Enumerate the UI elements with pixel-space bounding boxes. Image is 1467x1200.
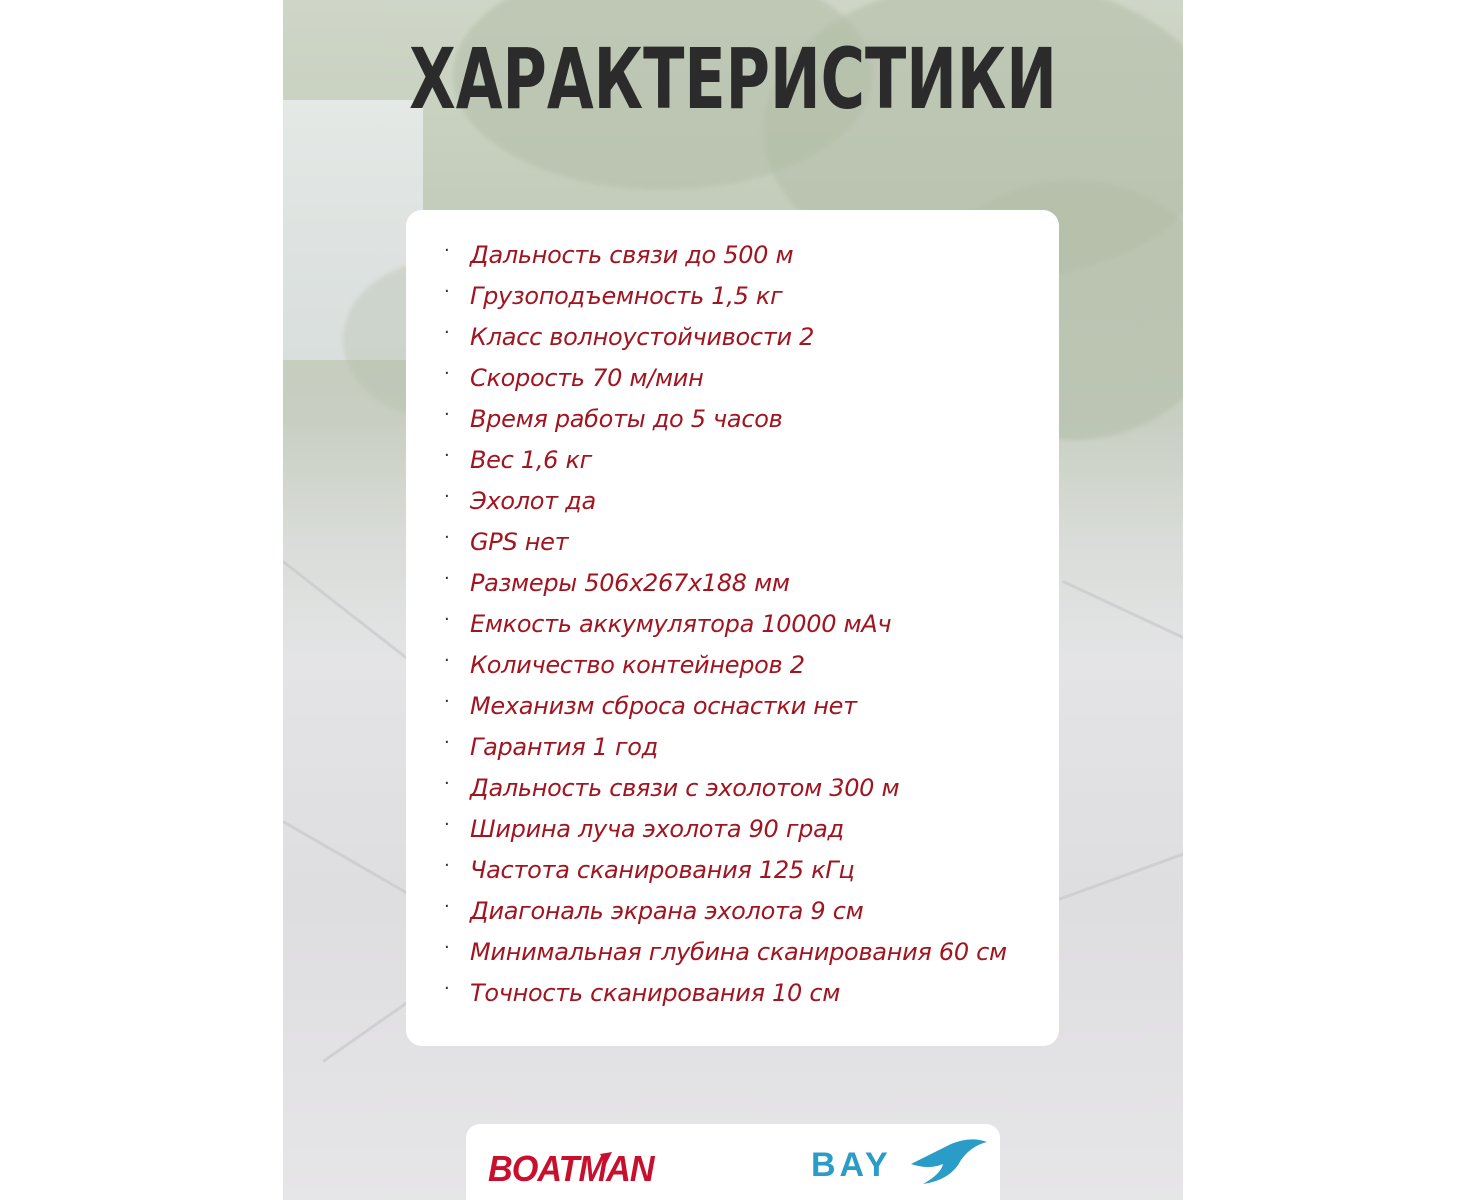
spec-text: Емкость аккумулятора 10000 мАч [470,610,892,638]
bullet-dot: · [444,568,450,589]
deck-plank-line [1052,849,1183,903]
spec-item [444,235,1054,276]
spec-text: Частота сканирования 125 кГц [470,856,855,884]
spec-text: Скорость 70 м/мин [470,364,704,392]
bullet-dot: · [444,281,450,302]
bullet-dot: · [444,650,450,671]
bullet-dot: · [444,937,450,958]
spec-text: Количество контейнеров 2 [470,651,805,679]
bullet-dot: · [444,896,450,917]
bullet-dot: · [444,691,450,712]
spec-text: Грузоподъемность 1,5 кг [470,282,783,310]
boatman-logo-text: BOATMAN [488,1148,654,1189]
spec-item [444,481,1054,522]
spec-item [444,973,1054,1014]
spec-item [444,440,1054,481]
spec-item [444,727,1054,768]
spec-text: Ширина луча эхолота 90 град [470,815,844,843]
spec-item [444,809,1054,850]
spec-text: Вес 1,6 кг [470,446,592,474]
bullet-dot: · [444,978,450,999]
spec-text: Механизм сброса оснастки нет [470,692,857,720]
spec-text: Дальность связи до 500 м [470,241,794,269]
bullet-dot: · [444,240,450,261]
spec-text: Класс волноустойчивости 2 [470,323,815,351]
spec-item [444,604,1054,645]
bullet-dot: · [444,732,450,753]
bullet-dot: · [444,773,450,794]
spec-text: GPS нет [470,528,569,556]
spec-item [444,891,1054,932]
brand-logos [466,1124,1000,1200]
spec-poster [283,0,1183,1200]
bullet-dot: · [444,363,450,384]
deck-plank-line [1062,580,1183,642]
specs-card [406,210,1059,1046]
spec-item [444,399,1054,440]
bullet-dot: · [444,486,450,507]
spec-item [444,768,1054,809]
spec-item [444,850,1054,891]
bullet-dot: · [444,814,450,835]
spec-item [444,932,1054,973]
bullet-dot: · [444,445,450,466]
spec-item [444,563,1054,604]
bay-logo-text: BAY [811,1146,892,1184]
spec-text: Эхолот да [470,487,596,515]
spec-item [444,645,1054,686]
spec-text: Диагональ экрана эхолота 9 см [470,897,864,925]
specs-list [444,235,1054,1014]
bullet-dot: · [444,855,450,876]
spec-text: Дальность связи с эхолотом 300 м [470,774,900,802]
bullet-dot: · [444,322,450,343]
bullet-dot: · [444,609,450,630]
spec-item [444,522,1054,563]
spec-text: Точность сканирования 10 см [470,979,841,1007]
bullet-dot: · [444,404,450,425]
spec-item [444,317,1054,358]
spec-text: Минимальная глубина сканирования 60 см [470,938,1007,966]
spec-text: Гарантия 1 год [470,733,658,761]
page-title: ХАРАКТЕРИСТИКИ [409,30,1057,128]
spec-item [444,276,1054,317]
spec-text: Размеры 506x267x188 мм [470,569,790,597]
bullet-dot: · [444,527,450,548]
spec-item [444,686,1054,727]
spec-item [444,358,1054,399]
spec-text: Время работы до 5 часов [470,405,783,433]
